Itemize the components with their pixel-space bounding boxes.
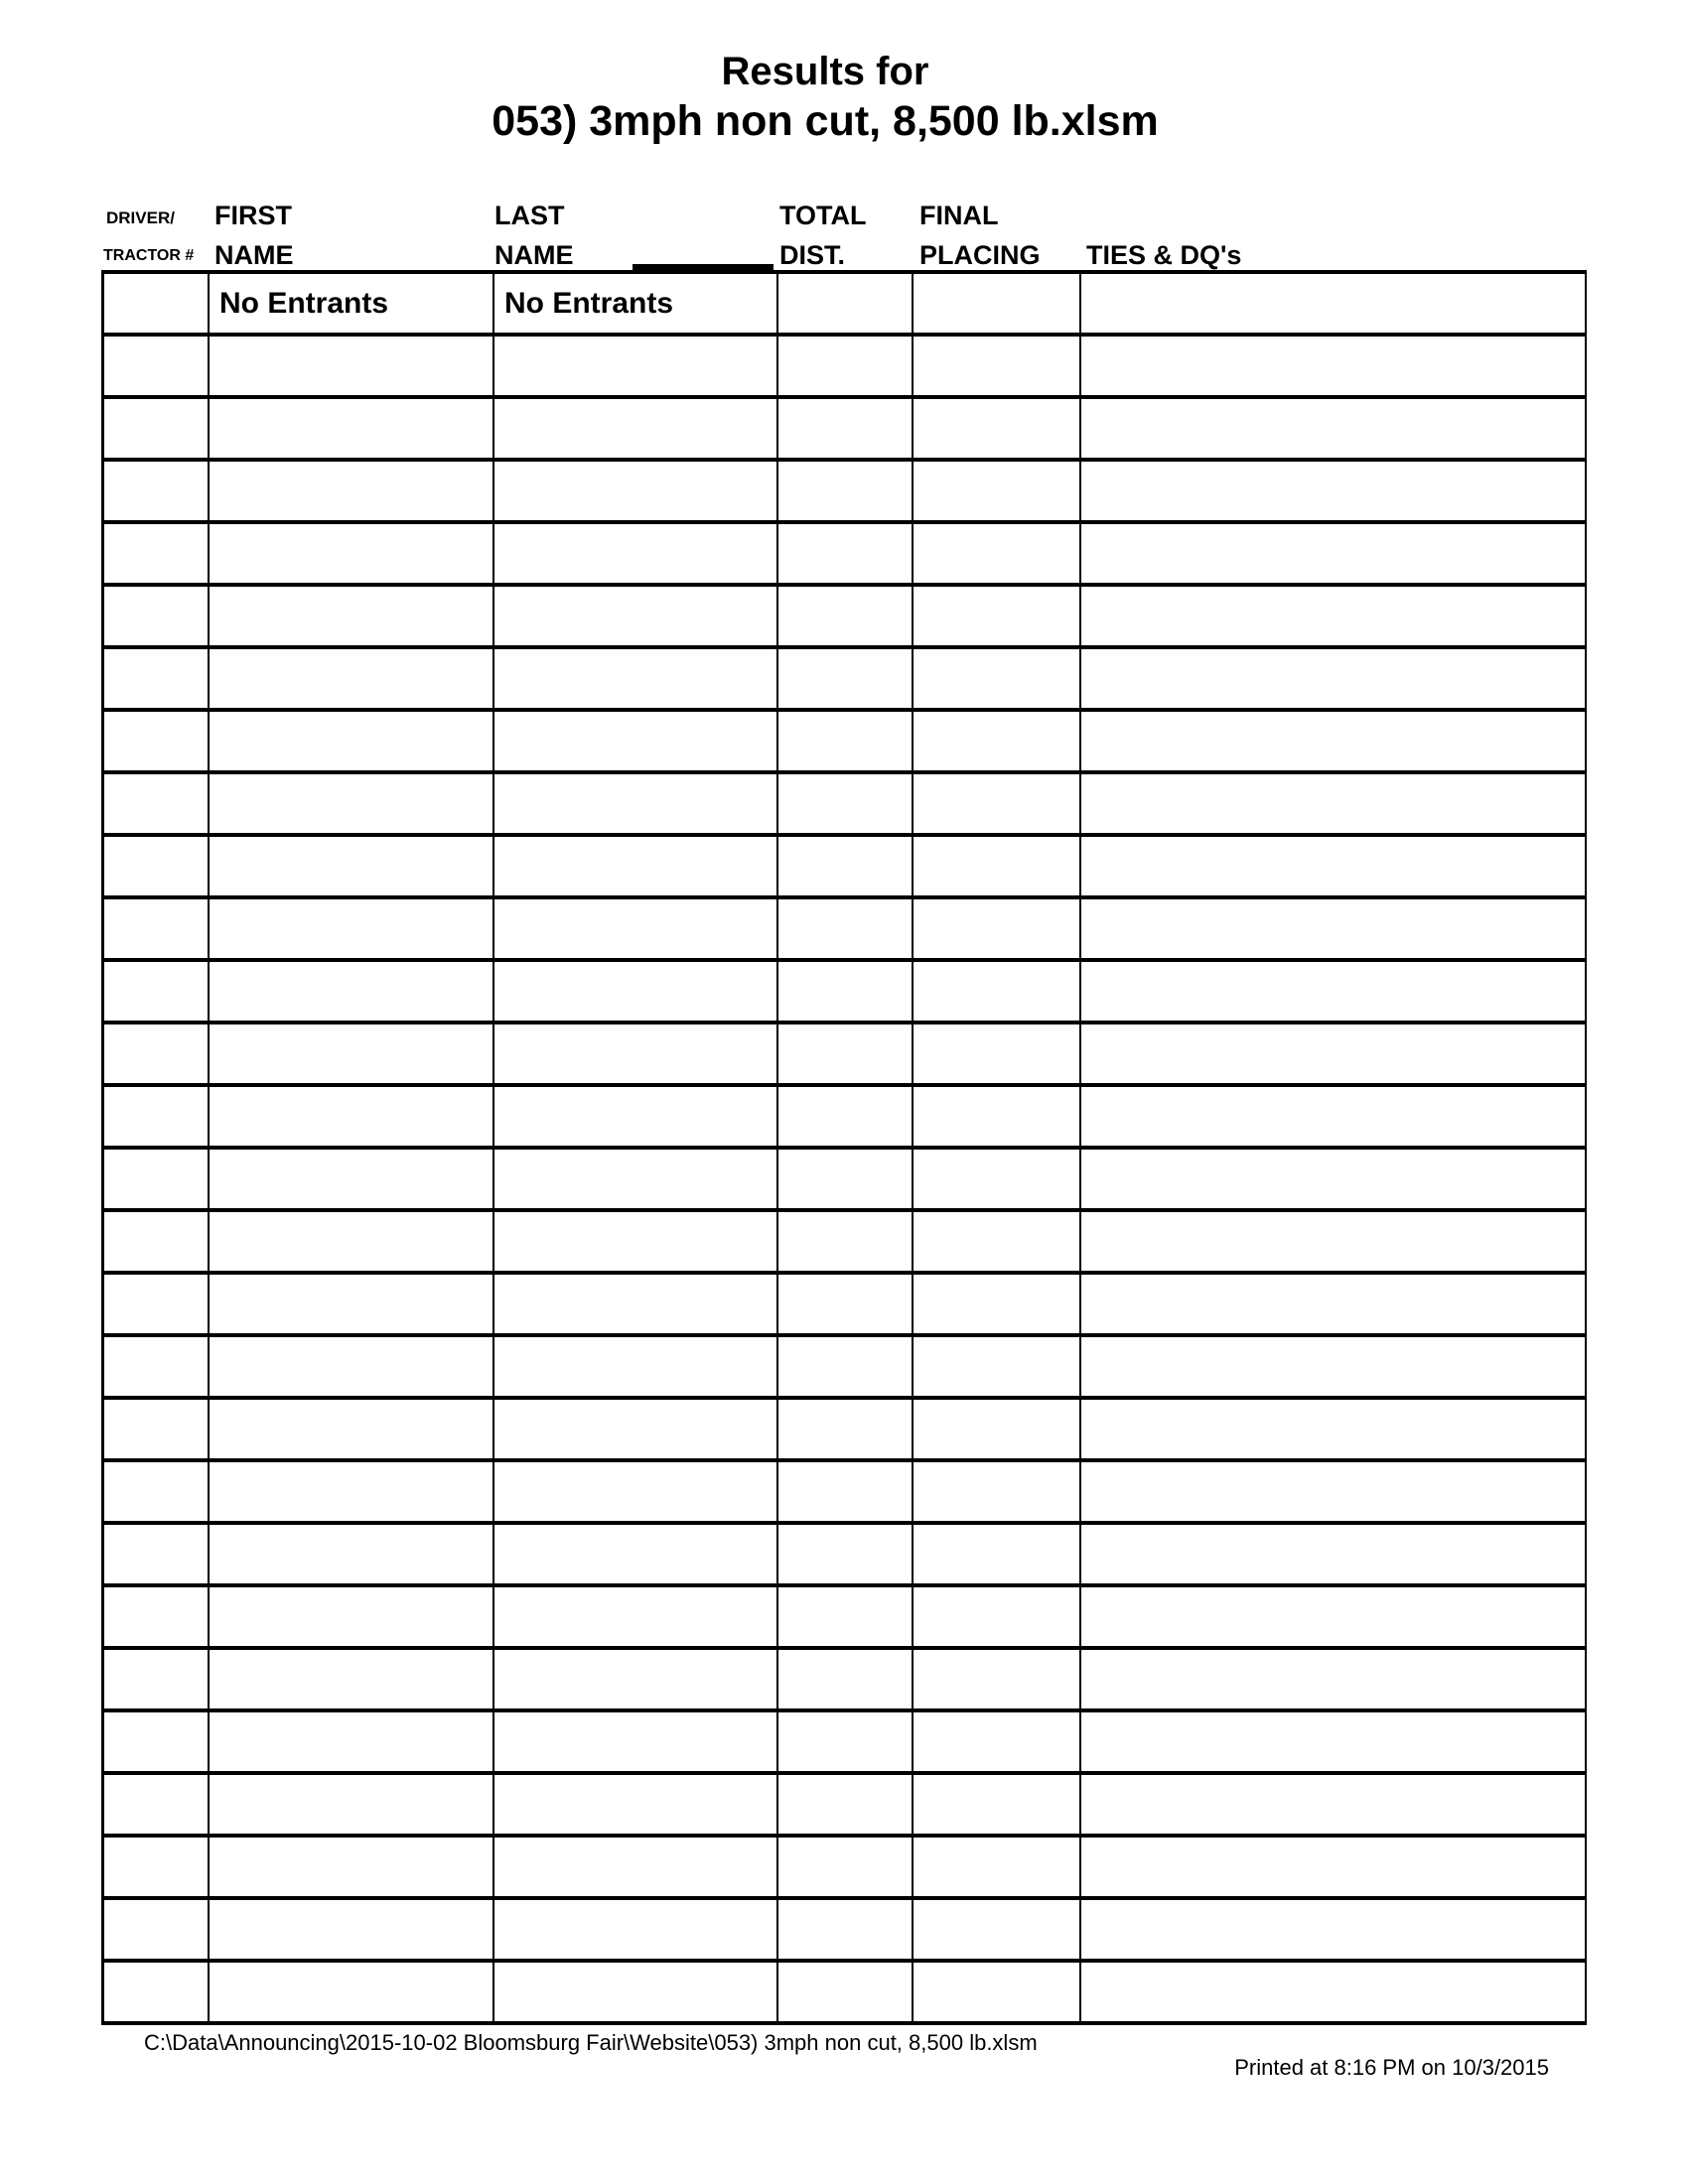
cell-tractor xyxy=(104,1462,210,1525)
cell-last-name xyxy=(494,274,778,337)
cell-first-name xyxy=(210,1587,494,1650)
cell-first-name xyxy=(210,1838,494,1900)
title-line-1: Results for xyxy=(721,50,929,93)
cell-total-dist xyxy=(778,837,914,899)
cell-total-dist xyxy=(778,1212,914,1275)
cell-final-placing xyxy=(914,837,1081,899)
cell-ties-dqs xyxy=(1081,587,1585,649)
cell-tractor xyxy=(104,524,210,587)
cell-ties-dqs xyxy=(1081,337,1585,399)
cell-final-placing xyxy=(914,1775,1081,1838)
cell-last-name xyxy=(494,1150,778,1212)
cell-ties-dqs xyxy=(1081,649,1585,712)
cell-total-dist xyxy=(778,1337,914,1400)
cell-last-name xyxy=(494,587,778,649)
cell-tractor xyxy=(104,1400,210,1462)
cell-tractor xyxy=(104,337,210,399)
cell-tractor xyxy=(104,1587,210,1650)
cell-final-placing xyxy=(914,962,1081,1024)
cell-ties-dqs xyxy=(1081,462,1585,524)
cell-tractor xyxy=(104,1838,210,1900)
cell-total-dist xyxy=(778,274,914,337)
cell-tractor xyxy=(104,1963,210,2025)
cell-first-name xyxy=(210,837,494,899)
cell-tractor xyxy=(104,462,210,524)
cell-ties-dqs xyxy=(1081,524,1585,587)
cell-first-name xyxy=(210,1212,494,1275)
cell-ties-dqs xyxy=(1081,1963,1585,2025)
header-first-bottom: NAME xyxy=(214,240,294,270)
cell-ties-dqs xyxy=(1081,712,1585,774)
cell-last-name xyxy=(494,1650,778,1712)
cell-last-name xyxy=(494,712,778,774)
cell-ties-dqs xyxy=(1081,1275,1585,1337)
cell-first-name xyxy=(210,1712,494,1775)
cell-final-placing xyxy=(914,774,1081,837)
cell-value: No Entrants xyxy=(219,286,389,320)
cell-final-placing xyxy=(914,399,1081,462)
cell-total-dist xyxy=(778,962,914,1024)
cell-ties-dqs xyxy=(1081,1775,1585,1838)
cell-ties-dqs xyxy=(1081,837,1585,899)
cell-total-dist xyxy=(778,1963,914,2025)
cell-tractor xyxy=(104,1275,210,1337)
cell-total-dist xyxy=(778,1024,914,1087)
cell-first-name xyxy=(210,962,494,1024)
cell-last-name xyxy=(494,1462,778,1525)
cell-tractor xyxy=(104,1337,210,1400)
cell-final-placing xyxy=(914,712,1081,774)
cell-first-name xyxy=(210,1650,494,1712)
header-total-bottom: DIST. xyxy=(779,240,846,270)
cell-last-name xyxy=(494,774,778,837)
cell-last-name xyxy=(494,1587,778,1650)
cell-tractor xyxy=(104,899,210,962)
cell-tractor xyxy=(104,1150,210,1212)
cell-last-name xyxy=(494,1212,778,1275)
cell-tractor xyxy=(104,1525,210,1587)
cell-ties-dqs xyxy=(1081,1900,1585,1963)
cell-tractor xyxy=(104,1900,210,1963)
cell-total-dist xyxy=(778,774,914,837)
cell-final-placing xyxy=(914,1150,1081,1212)
cell-last-name xyxy=(494,1963,778,2025)
cell-last-name xyxy=(494,524,778,587)
cell-tractor xyxy=(104,1024,210,1087)
cell-final-placing xyxy=(914,1024,1081,1087)
cell-total-dist xyxy=(778,399,914,462)
cell-ties-dqs xyxy=(1081,899,1585,962)
cell-ties-dqs xyxy=(1081,274,1585,337)
cell-last-name xyxy=(494,962,778,1024)
cell-total-dist xyxy=(778,1712,914,1775)
cell-total-dist xyxy=(778,524,914,587)
cell-tractor xyxy=(104,1212,210,1275)
cell-final-placing xyxy=(914,1650,1081,1712)
cell-ties-dqs xyxy=(1081,1212,1585,1275)
cell-last-name xyxy=(494,1838,778,1900)
cell-first-name xyxy=(210,1462,494,1525)
cell-ties-dqs xyxy=(1081,1400,1585,1462)
cell-last-name xyxy=(494,462,778,524)
cell-total-dist xyxy=(778,712,914,774)
cell-ties-dqs xyxy=(1081,1150,1585,1212)
cell-final-placing xyxy=(914,1087,1081,1150)
cell-final-placing xyxy=(914,462,1081,524)
header-first-top: FIRST xyxy=(214,201,292,230)
cell-tractor xyxy=(104,1775,210,1838)
footer-file-path: C:\Data\Announcing\2015-10-02 Bloomsburg Fair\Website\053) 3mph non cut, 8,500 lb.xlsm xyxy=(144,2030,1038,2055)
page-title xyxy=(0,48,1650,147)
cell-first-name xyxy=(210,1400,494,1462)
cell-tractor xyxy=(104,1650,210,1712)
cell-last-name xyxy=(494,1337,778,1400)
cell-tractor xyxy=(104,274,210,337)
cell-last-name xyxy=(494,899,778,962)
cell-first-name xyxy=(210,337,494,399)
cell-final-placing xyxy=(914,587,1081,649)
cell-total-dist xyxy=(778,1650,914,1712)
cell-final-placing xyxy=(914,1462,1081,1525)
cell-ties-dqs xyxy=(1081,1838,1585,1900)
cell-final-placing xyxy=(914,1337,1081,1400)
cell-tractor xyxy=(104,1712,210,1775)
cell-ties-dqs xyxy=(1081,1024,1585,1087)
cell-final-placing xyxy=(914,1838,1081,1900)
cell-total-dist xyxy=(778,1775,914,1838)
cell-first-name xyxy=(210,1275,494,1337)
cell-first-name xyxy=(210,524,494,587)
cell-last-name xyxy=(494,649,778,712)
cell-final-placing xyxy=(914,337,1081,399)
cell-final-placing xyxy=(914,899,1081,962)
cell-first-name xyxy=(210,1024,494,1087)
cell-ties-dqs xyxy=(1081,1525,1585,1587)
cell-first-name xyxy=(210,587,494,649)
cell-final-placing xyxy=(914,1525,1081,1587)
cell-first-name xyxy=(210,899,494,962)
cell-last-name xyxy=(494,1024,778,1087)
cell-last-name xyxy=(494,337,778,399)
cell-final-placing xyxy=(914,1212,1081,1275)
cell-ties-dqs xyxy=(1081,1462,1585,1525)
cell-ties-dqs xyxy=(1081,962,1585,1024)
cell-last-name xyxy=(494,1087,778,1150)
cell-last-name xyxy=(494,1275,778,1337)
cell-tractor xyxy=(104,587,210,649)
header-last-bottom: NAME xyxy=(494,240,574,270)
cell-first-name xyxy=(210,1900,494,1963)
title-line-2: 053) 3mph non cut, 8,500 lb.xlsm xyxy=(492,97,1159,145)
cell-final-placing xyxy=(914,274,1081,337)
header-final-bottom: PLACING xyxy=(919,240,1041,270)
cell-total-dist xyxy=(778,587,914,649)
cell-total-dist xyxy=(778,1462,914,1525)
header-final-top: FINAL xyxy=(919,201,999,230)
cell-tractor xyxy=(104,399,210,462)
cell-total-dist xyxy=(778,1400,914,1462)
cell-tractor xyxy=(104,649,210,712)
cell-first-name xyxy=(210,1337,494,1400)
header-total-top: TOTAL xyxy=(779,201,867,230)
cell-total-dist xyxy=(778,337,914,399)
footer-printed-timestamp: Printed at 8:16 PM on 10/3/2015 xyxy=(1234,2055,1549,2080)
cell-last-name xyxy=(494,1400,778,1462)
cell-ties-dqs xyxy=(1081,774,1585,837)
cell-tractor xyxy=(104,1087,210,1150)
cell-final-placing xyxy=(914,1587,1081,1650)
cell-tractor xyxy=(104,962,210,1024)
cell-final-placing xyxy=(914,1400,1081,1462)
cell-final-placing xyxy=(914,1712,1081,1775)
cell-total-dist xyxy=(778,1525,914,1587)
cell-final-placing xyxy=(914,524,1081,587)
cell-first-name xyxy=(210,649,494,712)
cell-total-dist xyxy=(778,899,914,962)
cell-ties-dqs xyxy=(1081,1712,1585,1775)
cell-ties-dqs xyxy=(1081,1587,1585,1650)
cell-first-name xyxy=(210,1775,494,1838)
cell-total-dist xyxy=(778,649,914,712)
cell-last-name xyxy=(494,1712,778,1775)
cell-tractor xyxy=(104,837,210,899)
cell-total-dist xyxy=(778,1150,914,1212)
header-driver-bottom: TRACTOR # xyxy=(103,247,195,264)
cell-first-name xyxy=(210,399,494,462)
cell-first-name xyxy=(210,712,494,774)
cell-first-name xyxy=(210,1087,494,1150)
cell-first-name xyxy=(210,274,494,337)
cell-tractor xyxy=(104,712,210,774)
cell-final-placing xyxy=(914,649,1081,712)
results-table xyxy=(101,270,1587,2025)
cell-last-name xyxy=(494,1900,778,1963)
header-driver-top: DRIVER/ xyxy=(106,208,175,227)
cell-last-name xyxy=(494,1525,778,1587)
cell-total-dist xyxy=(778,1087,914,1150)
cell-final-placing xyxy=(914,1900,1081,1963)
cell-ties-dqs xyxy=(1081,1087,1585,1150)
header-ties-dqs: TIES & DQ's xyxy=(1086,240,1242,270)
cell-first-name xyxy=(210,1963,494,2025)
cell-tractor xyxy=(104,774,210,837)
cell-value: No Entrants xyxy=(504,286,674,320)
cell-ties-dqs xyxy=(1081,399,1585,462)
cell-first-name xyxy=(210,1525,494,1587)
cell-final-placing xyxy=(914,1963,1081,2025)
cell-total-dist xyxy=(778,1900,914,1963)
cell-ties-dqs xyxy=(1081,1650,1585,1712)
cell-total-dist xyxy=(778,1587,914,1650)
cell-first-name xyxy=(210,1150,494,1212)
cell-last-name xyxy=(494,399,778,462)
cell-first-name xyxy=(210,462,494,524)
cell-last-name xyxy=(494,837,778,899)
cell-total-dist xyxy=(778,462,914,524)
cell-total-dist xyxy=(778,1838,914,1900)
cell-ties-dqs xyxy=(1081,1337,1585,1400)
cell-first-name xyxy=(210,774,494,837)
cell-last-name xyxy=(494,1775,778,1838)
cell-final-placing xyxy=(914,1275,1081,1337)
cell-total-dist xyxy=(778,1275,914,1337)
header-last-top: LAST xyxy=(494,201,565,230)
